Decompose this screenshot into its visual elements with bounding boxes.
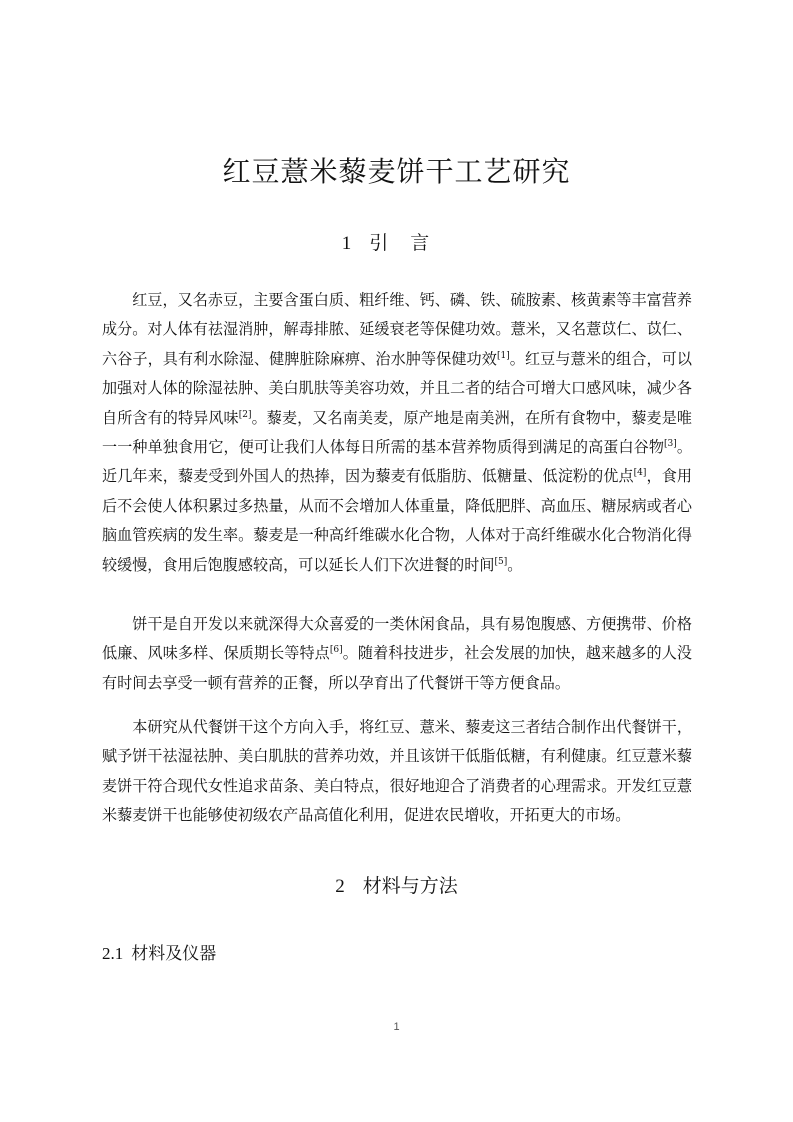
paragraph-text: 饼干是自开发以来就深得大众喜爱的一类休闲食品，具有易饱腹感、方便携带、价格低廉、风味多样、保质期长等特点 bbox=[102, 615, 692, 663]
paragraph-text: ，食用后不会使人体积累过多热量，从而不会增加人体重量，降低肥胖、高血压、糖尿病或者心脑血管疾病的发生率。藜麦是一种高纤维碳水化合物，人体对于高纤维碳水化合物消化得较缓慢，食用后饱腹感较高，可以延长人们下次进餐的时间 bbox=[102, 467, 692, 574]
paragraph-text: 红豆，又名赤豆，主要含蛋白质、粗纤维、钙、磷、铁、硫胺素、核黄素等丰富营养成分。对人体有祛湿消肿，解毒排脓、延缓衰老等保健功效。薏米，又名薏苡仁、苡仁、六谷子，具有利水除湿、健脾脏除麻痹、治水肿等保健功效 bbox=[102, 291, 692, 368]
subsection-number: 2.1 bbox=[102, 944, 124, 963]
section-heading-introduction bbox=[0, 229, 793, 258]
paragraph-text: 。红豆与薏米的组合，可以加强对人体的除湿祛肿、美白肌肤等美容功效，并且二者的结合可增大口感风味，减少各自所含有的特异风味 bbox=[102, 349, 692, 427]
paragraph-text: 。 bbox=[507, 555, 523, 574]
section-heading-materials-methods bbox=[0, 872, 793, 901]
citation-ref: [4] bbox=[633, 468, 647, 479]
section-title: 材料与方法 bbox=[362, 875, 458, 897]
citation-ref: [5] bbox=[494, 556, 508, 567]
citation-ref: [3] bbox=[664, 439, 677, 449]
paragraph-text: 。藜麦，又名南美麦，原产地是南美洲，在所有食物中，藜麦是唯一一种单独食用它，便可让我们人体每日所需的基本营养物质得到满足的高蛋白谷物 bbox=[102, 408, 692, 457]
paragraph-biscuit-intro bbox=[102, 610, 692, 698]
paragraph-research-aim: 本研究从代餐饼干这个方向入手，将红豆、薏米、藜麦这三者结合制作出代餐饼干，赋予饼干祛湿祛肿、美白肌肤的营养功效，并且该饼干低脂低糖，有利健康。红豆薏米藜麦饼干符合现代女性追求苗条、美白特点，很好地迎合了消费者的心理需求。开发红豆薏米藜麦饼干也能够使初级农产品高值化利用，促进农民增收，开拓更大的市场。 bbox=[102, 718, 692, 825]
section-title: 引言 bbox=[369, 232, 452, 254]
paragraph-red-bean-intro bbox=[102, 286, 692, 580]
citation-ref: [6] bbox=[329, 645, 343, 656]
citation-ref: [2] bbox=[238, 409, 252, 420]
paragraph-text: 。随着科技进步，社会发展的加快，越来越多的人没有时间去享受一顿有营养的正餐，所以孕育出了代餐饼干等方便食品。 bbox=[102, 644, 692, 692]
subsection-heading-materials bbox=[102, 941, 216, 967]
section-number: 1 bbox=[341, 233, 352, 254]
citation-ref: [1] bbox=[496, 350, 510, 361]
paragraph-text: 。近几年来，藜麦受到外国人的热捧，因为藜麦有低脂肪、低糖量、低淀粉的优点 bbox=[102, 438, 692, 486]
document-title: 红豆薏米藜麦饼干工艺研究 bbox=[222, 155, 571, 188]
subsection-title: 材料及仪器 bbox=[131, 944, 217, 964]
section-number: 2 bbox=[335, 876, 345, 897]
page-number: 1 bbox=[393, 1021, 400, 1033]
